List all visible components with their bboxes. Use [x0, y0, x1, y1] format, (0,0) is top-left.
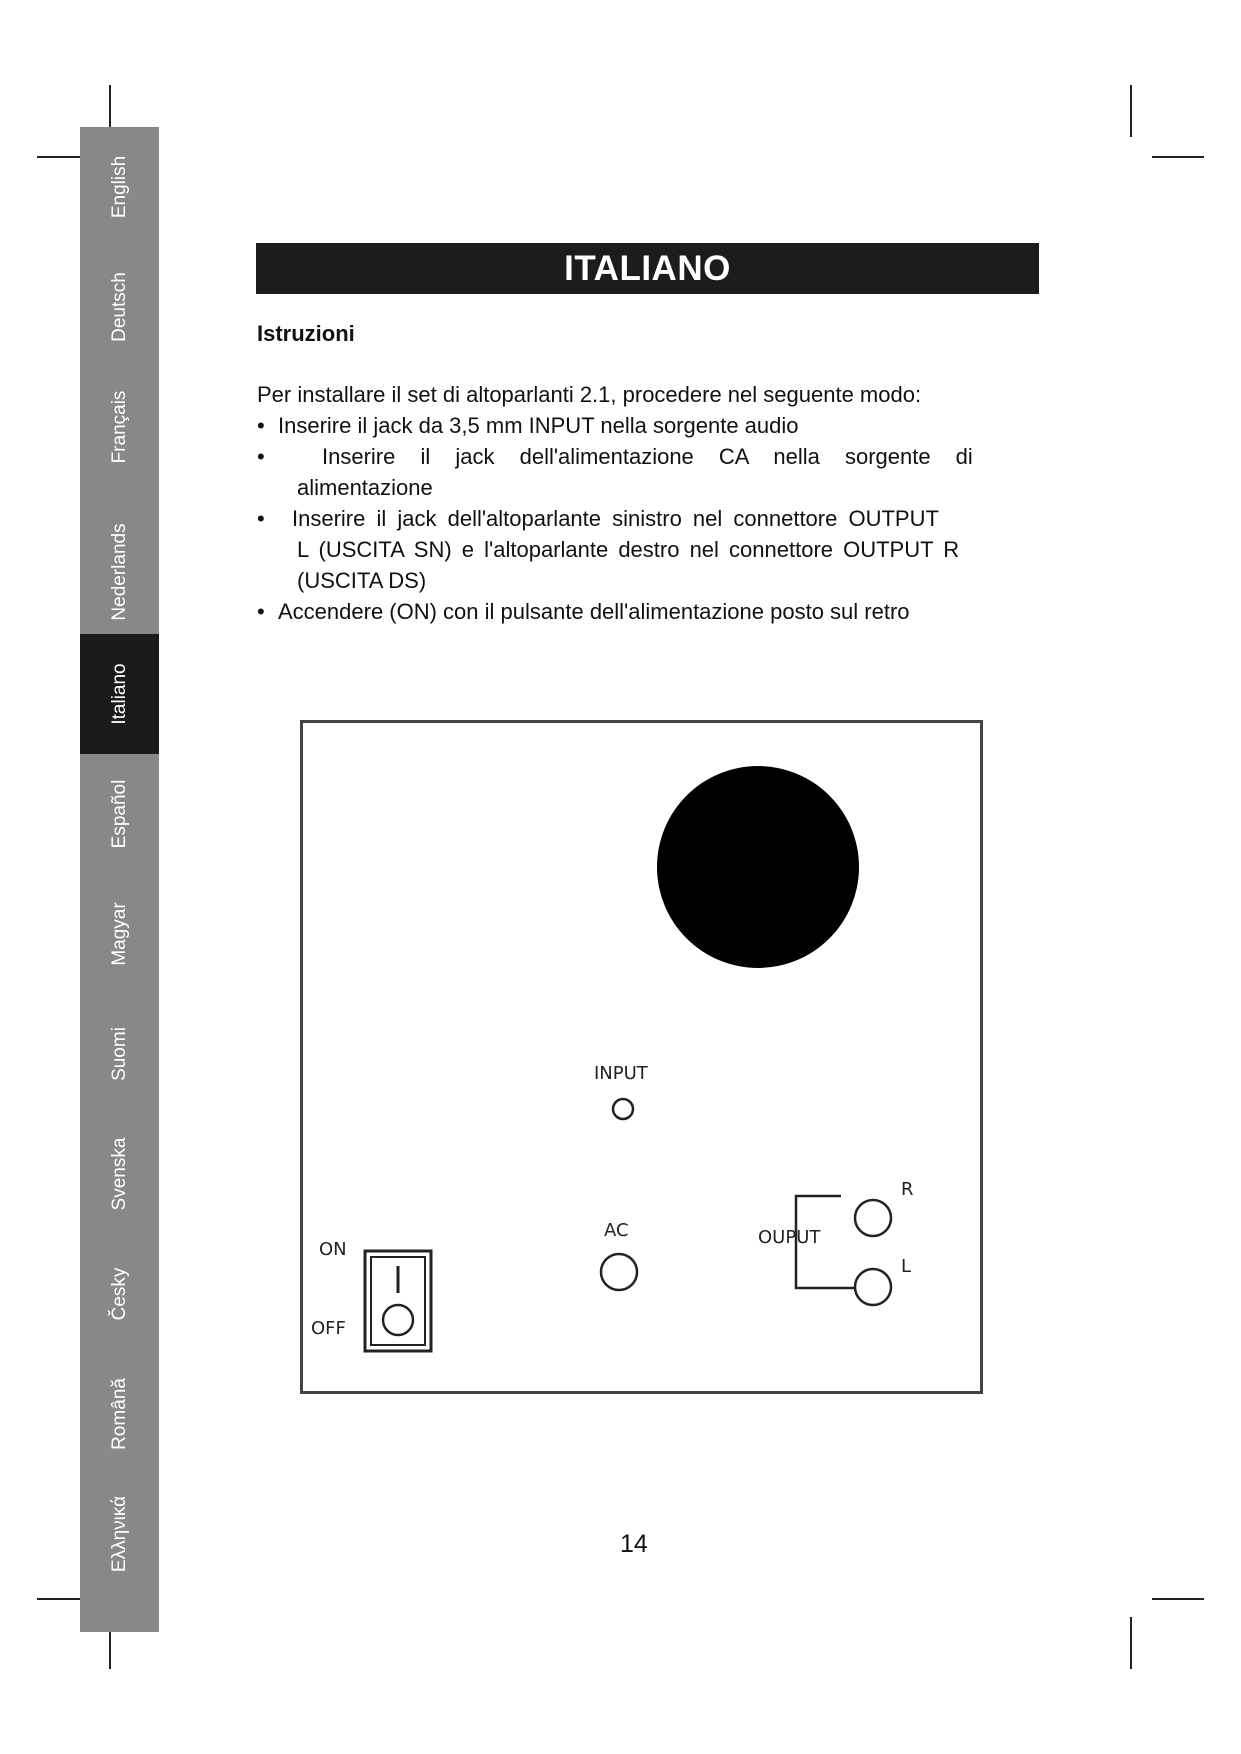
panel-drawing — [303, 723, 980, 1391]
input-jack-icon — [613, 1099, 633, 1119]
bullet-icon: • — [257, 444, 265, 469]
language-tab-english[interactable] — [80, 127, 159, 247]
crop-mark — [1152, 1598, 1204, 1600]
switch-off-mark — [383, 1305, 413, 1335]
language-tab-italiano[interactable] — [80, 634, 159, 754]
language-tab-label: English — [108, 155, 130, 219]
output-l-label: L — [901, 1256, 912, 1277]
output-label: OUPUT — [758, 1227, 821, 1248]
language-tab-magyar[interactable] — [80, 874, 159, 994]
list-item: Inserire il jack dell'altoparlante sinistro nel connettore OUTPUT — [292, 506, 939, 531]
section-heading: Istruzioni — [257, 321, 355, 346]
list-item: Inserire il jack da 3,5 mm INPUT nella sorgente audio — [278, 413, 799, 438]
ac-jack-icon — [601, 1254, 637, 1290]
crop-mark — [1130, 85, 1132, 137]
language-tab-greek[interactable] — [80, 1474, 159, 1594]
crop-mark — [1152, 156, 1204, 158]
output-r-jack-icon — [855, 1200, 891, 1236]
language-tab-label: Français — [108, 390, 130, 464]
switch-off-label: OFF — [311, 1318, 346, 1339]
section-header-bar — [256, 243, 1039, 294]
intro-paragraph: Per installare il set di altoparlanti 2.1, procedere nel seguente modo: — [257, 382, 922, 407]
page-number: 14 — [620, 1530, 648, 1558]
bullet-icon: • — [257, 506, 265, 531]
output-l-jack-icon — [855, 1269, 891, 1305]
language-tab-label: Magyar — [108, 902, 130, 966]
list-item-continuation: (USCITA DS) — [297, 568, 427, 593]
page-title: ITALIANO — [564, 248, 731, 288]
language-tab-label: Română — [108, 1378, 130, 1450]
crop-mark — [1130, 1617, 1132, 1669]
language-tab-nederlands[interactable] — [80, 512, 159, 632]
language-tab-label: Ελληνικά — [108, 1495, 130, 1573]
language-tab-label: Svenska — [108, 1137, 130, 1211]
list-item: Inserire il jack dell'alimentazione CA nella sorgente di — [322, 444, 973, 469]
language-tab-espanol[interactable] — [80, 754, 159, 874]
language-tab-label: Deutsch — [108, 272, 130, 342]
language-tab-label: Español — [108, 779, 130, 849]
input-label: INPUT — [594, 1063, 648, 1084]
bullet-icon: • — [257, 413, 265, 438]
list-item-continuation: alimentazione — [297, 475, 433, 500]
language-tab-suomi[interactable] — [80, 994, 159, 1114]
speaker-cone-icon — [657, 766, 859, 968]
list-item: Accendere (ON) con il pulsante dell'alimentazione posto sul retro — [278, 599, 910, 624]
language-tab-cesky[interactable] — [80, 1234, 159, 1354]
output-r-label: R — [901, 1179, 914, 1200]
language-tab-label: Italiano — [108, 663, 130, 725]
language-sidebar — [80, 127, 159, 1632]
language-tab-svenska[interactable] — [80, 1114, 159, 1234]
language-tab-deutsch[interactable] — [80, 247, 159, 367]
list-item-continuation: L (USCITA SN) e l'altoparlante destro nel connettore OUTPUT R — [297, 537, 960, 562]
language-tab-label: Nederlands — [108, 523, 130, 621]
ac-label: AC — [604, 1220, 629, 1241]
language-tab-label: Suomi — [108, 1027, 130, 1081]
language-tab-romana[interactable] — [80, 1354, 159, 1474]
bullet-icon: • — [257, 599, 265, 624]
language-tab-label: Česky — [108, 1267, 130, 1321]
speaker-rear-panel-diagram — [300, 720, 983, 1394]
switch-on-label: ON — [319, 1239, 347, 1260]
language-tab-francais[interactable] — [80, 367, 159, 487]
